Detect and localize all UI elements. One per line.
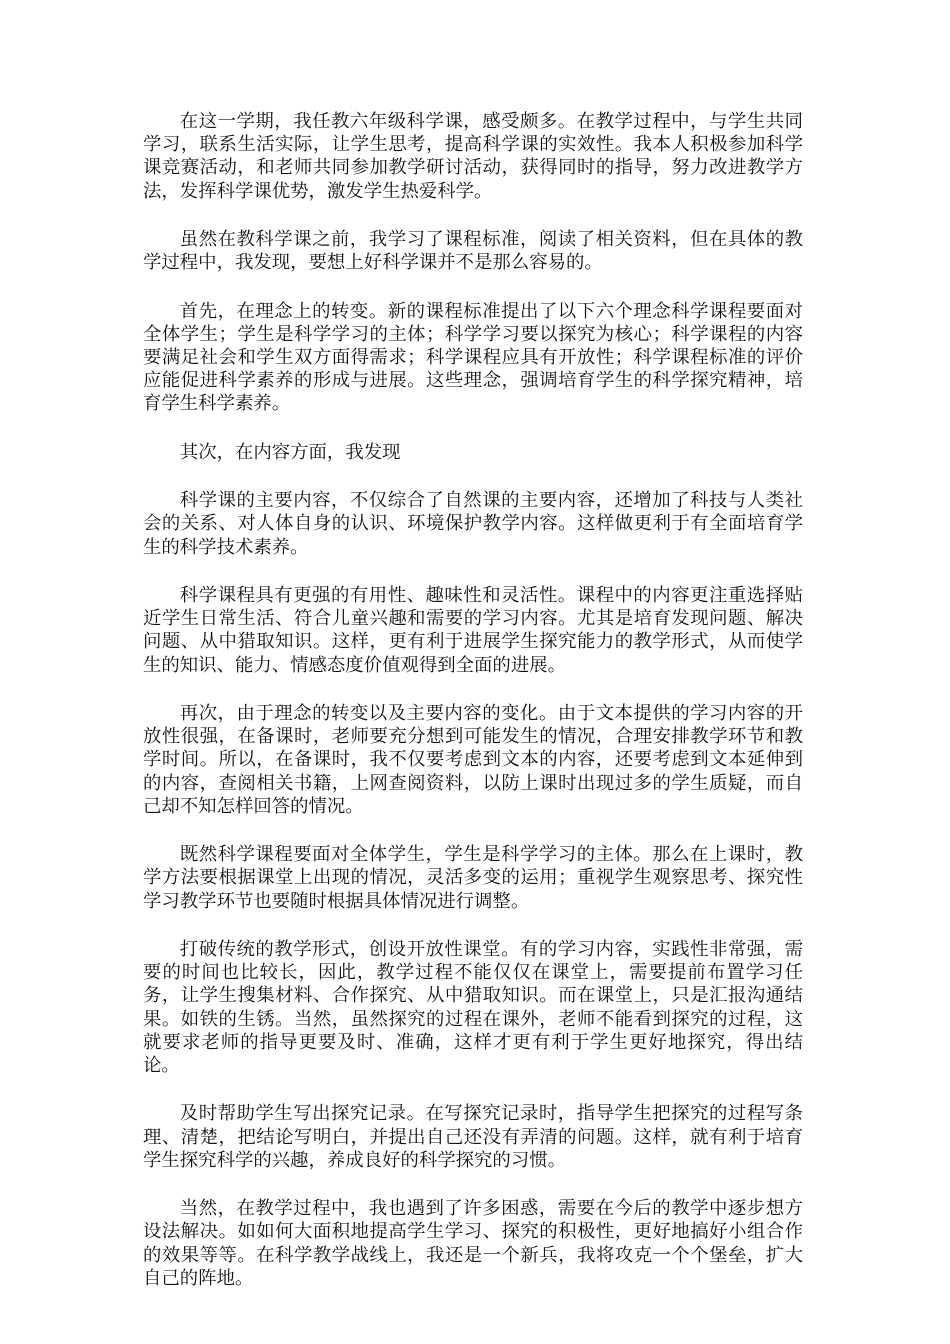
paragraph-2: 虽然在教科学课之前，我学习了课程标准，阅读了相关资料，但在具体的教学过程中，我发现，要想上好科学课并不是那么容易的。: [143, 229, 803, 274]
document-body: [143, 110, 803, 1315]
paragraph-11: 当然，在教学过程中，我也遇到了许多困惑，需要在今后的教学中逐步想方设法解决。如如何大面积地提高学生学习、探究的积极性，更好地搞好小组合作的效果等等。在科学教学战线上，我还是一个新兵，我将攻克一个个堡垒，扩大自己的阵地。: [143, 1198, 803, 1289]
paragraph-7: 再次，由于理念的转变以及主要内容的变化。由于文本提供的学习内容的开放性很强，在备课时，老师要充分想到可能发生的情况，合理安排教学环节和教学时间。所以，在备课时，我不仅要考虑到文本的内容，还要考虑到文本延伸到的内容，查阅相关书籍，上网查阅资料，以防上课时出现过多的学生质疑，而自己却不知怎样回答的情况。: [143, 702, 803, 817]
paragraph-8: 既然科学课程要面对全体学生，学生是科学学习的主体。那么在上课时，教学方法要根据课堂上出现的情况，灵活多变的运用；重视学生观察思考、探究性学习教学环节也要随时根据具体情况进行调整。: [143, 844, 803, 912]
paragraph-10: 及时帮助学生写出探究记录。在写探究记录时，指导学生把探究的过程写条理、清楚，把结论写明白，并提出自己还没有弄清的问题。这样，就有利于培育学生探究科学的兴趣，养成良好的科学探究的习惯。: [143, 1103, 803, 1171]
paragraph-3: 首先，在理念上的转变。新的课程标准提出了以下六个理念科学课程要面对全体学生；学生是科学学习的主体；科学学习要以探究为核心；科学课程的内容要满足社会和学生双方面得需求；科学课程应具有开放性；科学课程标准的评价应能促进科学素养的形成与进展。这些理念，强调培育学生的科学探究精神，培育学生科学素养。: [143, 300, 803, 415]
paragraph-6: 科学课程具有更强的有用性、趣味性和灵活性。课程中的内容更注重选择贴近学生日常生活、符合儿童兴趣和需要的学习内容。尤其是培育发现问题、解决问题、从中猎取知识。这样，更有利于进展学生探究能力的教学形式，从而使学生的知识、能力、情感态度价值观得到全面的进展。: [143, 584, 803, 676]
paragraph-5: 科学课的主要内容，不仅综合了自然课的主要内容，还增加了科技与人类社会的关系、对人体自身的认识、环境保护教学内容。这样做更利于有全面培育学生的科学技术素养。: [143, 490, 803, 558]
paragraph-4: 其次，在内容方面，我发现: [179, 441, 401, 463]
paragraph-1: 在这一学期，我任教六年级科学课，感受颇多。在教学过程中，与学生共同学习，联系生活实际，让学生思考，提高科学课的实效性。我本人积极参加科学课竞赛活动，和老师共同参加教学研讨活动，获得同时的指导，努力改进教学方法，发挥科学课优势，激发学生热爱科学。: [143, 111, 803, 202]
paragraph-9: 打破传统的教学形式，创设开放性课堂。有的学习内容，实践性非常强，需要的时间也比较长，因此，教学过程不能仅仅在课堂上，需要提前布置学习任务，让学生搜集材料、合作探究、从中猎取知识。而在课堂上，只是汇报沟通结果。如铁的生锈。当然，虽然探究的过程在课外，老师不能看到探究的过程，这就要求老师的指导更要及时、准确，这样才更有利于学生更好地探究，得出结论。: [143, 938, 803, 1076]
